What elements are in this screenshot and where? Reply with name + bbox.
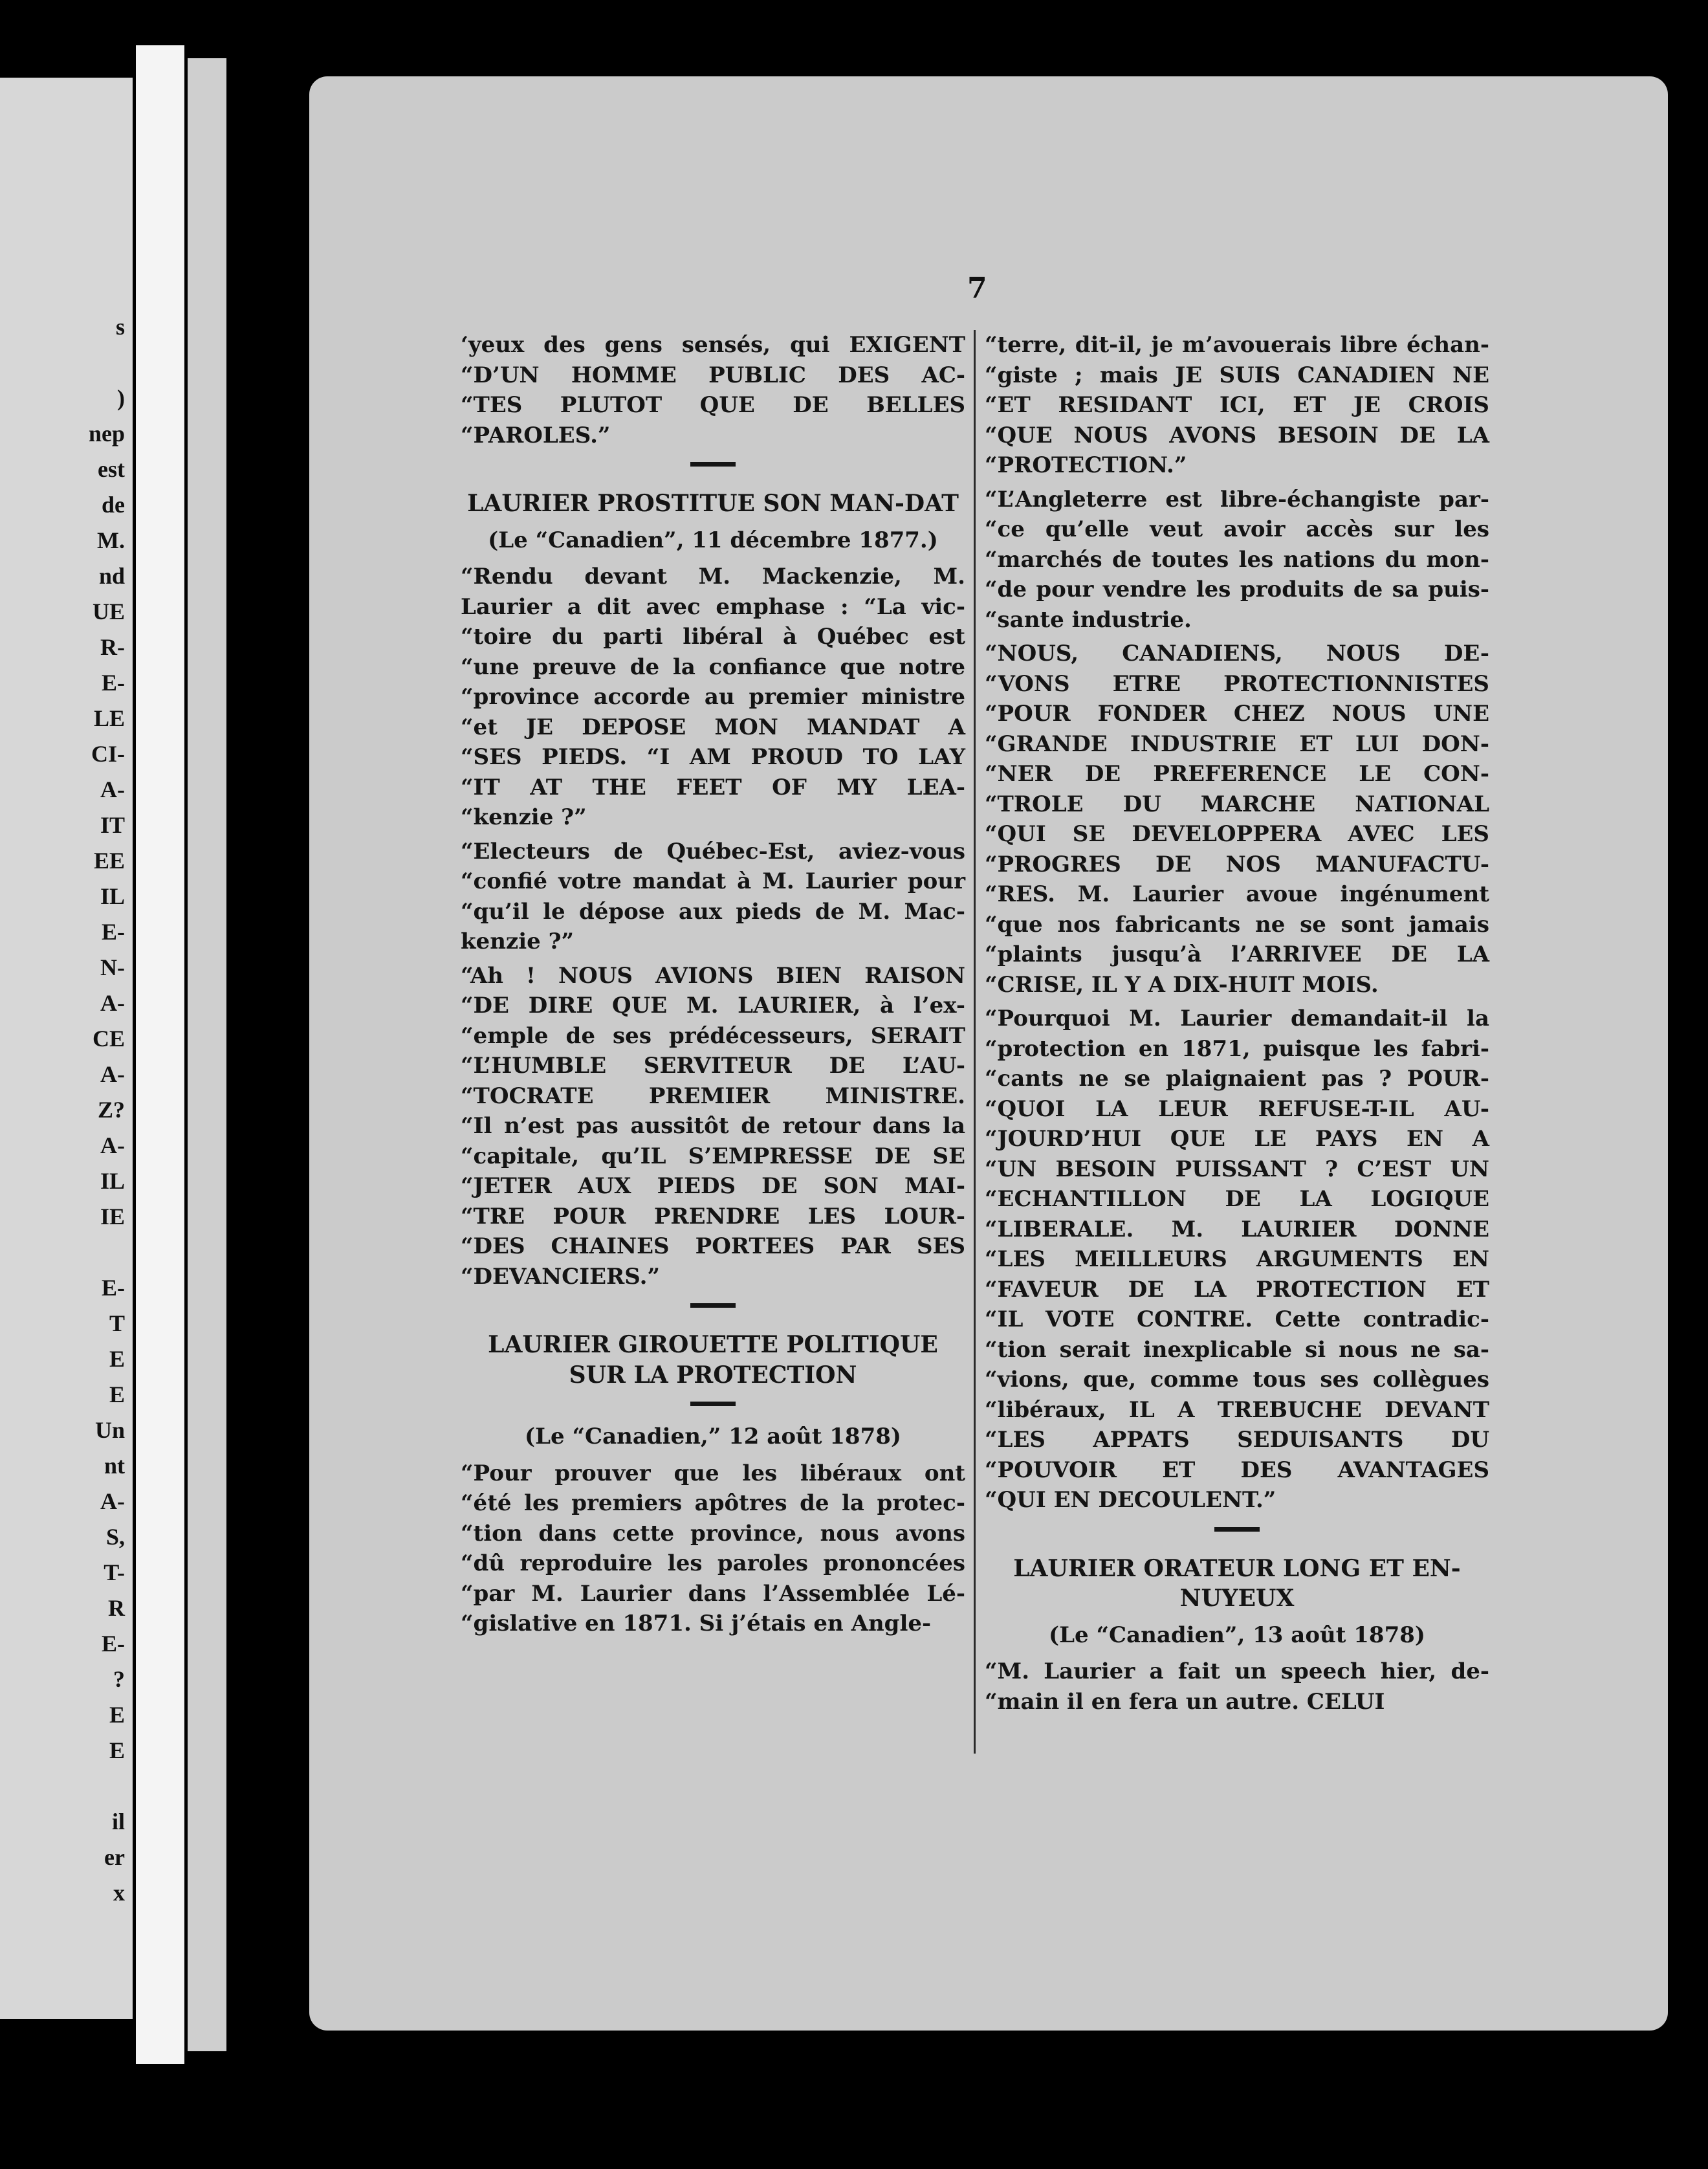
text-line: “marchés de toutes les nations du mon- bbox=[985, 546, 1489, 573]
margin-fragment: IL bbox=[100, 1168, 125, 1194]
margin-fragment: UE bbox=[92, 599, 125, 624]
margin-fragment: CI- bbox=[91, 741, 125, 767]
text-line: “NER DE PREFERENCE LE CON- bbox=[985, 761, 1489, 787]
paragraph bbox=[985, 1657, 1489, 1717]
text-line: “LES MEILLEURS ARGUMENTS EN bbox=[985, 1246, 1489, 1272]
paragraph bbox=[461, 1459, 965, 1639]
margin-fragment: nd bbox=[98, 563, 125, 589]
section-heading: LAURIER ORATEUR LONG ET EN-NUYEUX bbox=[1013, 1554, 1461, 1612]
margin-fragment: ? bbox=[113, 1666, 125, 1692]
section-heading: LAURIER PROSTITUE SON MAN-DAT bbox=[467, 490, 959, 517]
text-line: “TES PLUTOT QUE DE BELLES bbox=[461, 392, 965, 418]
margin-fragment: S, bbox=[105, 1524, 125, 1550]
text-line: “RES. M. Laurier avoue ingénument bbox=[985, 881, 1489, 907]
margin-fragment: Un bbox=[94, 1417, 125, 1443]
column-divider bbox=[974, 330, 976, 1754]
margin-fragment: s bbox=[115, 314, 125, 340]
text-line: “POUR FONDER CHEZ NOUS UNE bbox=[985, 701, 1489, 727]
margin-fragment: E- bbox=[102, 1275, 125, 1301]
text-line: “PROTECTION.” bbox=[985, 452, 1187, 478]
margin-fragment: E bbox=[109, 1346, 125, 1372]
text-line: “qu’il le dépose aux pieds de M. Mac- bbox=[461, 898, 965, 925]
page-number: 7 bbox=[967, 272, 987, 305]
text-line: “ECHANTILLON DE LA LOGIQUE bbox=[985, 1186, 1489, 1212]
text-line: “par M. Laurier dans l’Assemblée Lé- bbox=[461, 1580, 965, 1607]
section-dash bbox=[690, 1402, 736, 1406]
text-line: “tion serait inexplicable si nous ne sa- bbox=[985, 1336, 1489, 1363]
text-line: “CRISE, IL Y A DIX-HUIT MOIS. bbox=[985, 971, 1379, 998]
text-line: “GRANDE INDUSTRIE ET LUI DON- bbox=[985, 731, 1489, 757]
text-line: “ce qu’elle veut avoir accès sur les bbox=[985, 516, 1489, 542]
text-line: “Il n’est pas aussitôt de retour dans la bbox=[461, 1113, 965, 1139]
text-line: “protection en 1871, puisque les fabri- bbox=[985, 1035, 1489, 1062]
text-line: “IL VOTE CONTRE. Cette contradic- bbox=[985, 1306, 1489, 1332]
text-line: “une preuve de la confiance que notre bbox=[461, 654, 965, 680]
text-line: “tion dans cette province, nous avons bbox=[461, 1520, 965, 1547]
text-line: “Ah ! NOUS AVIONS BIEN RAISON bbox=[461, 962, 965, 989]
margin-fragment: E bbox=[109, 1737, 125, 1763]
margin-fragment: CE bbox=[92, 1026, 125, 1051]
text-line: “QUOI LA LEUR REFUSE-T-IL AU- bbox=[985, 1096, 1489, 1122]
margin-fragment: E- bbox=[102, 670, 125, 696]
paragraph bbox=[461, 330, 965, 450]
text-line: “plaints jusqu’à l’ARRIVEE DE LA bbox=[985, 941, 1489, 967]
margin-fragment: de bbox=[102, 492, 125, 518]
margin-fragment: Z? bbox=[97, 1097, 125, 1123]
text-line: “TROLE DU MARCHE NATIONAL bbox=[985, 791, 1489, 817]
paragraph bbox=[985, 1004, 1489, 1515]
text-line: “L’Angleterre est libre-échangiste par- bbox=[985, 486, 1489, 512]
margin-fragment: E bbox=[109, 1382, 125, 1407]
margin-fragment: A- bbox=[100, 990, 125, 1016]
paragraph bbox=[985, 639, 1489, 1000]
paragraph bbox=[461, 837, 965, 957]
text-line: “TRE POUR PRENDRE LES LOUR- bbox=[461, 1203, 965, 1229]
section-dash bbox=[1214, 1527, 1260, 1532]
text-line: “DEVANCIERS.” bbox=[461, 1263, 661, 1290]
margin-fragment: R bbox=[108, 1595, 125, 1621]
paragraph bbox=[461, 961, 965, 1292]
text-line: “LIBERALE. M. LAURIER DONNE bbox=[985, 1216, 1489, 1242]
text-line: “cants ne se plaignaient pas ? POUR- bbox=[985, 1066, 1489, 1092]
text-line: “giste ; mais JE SUIS CANADIEN NE bbox=[985, 362, 1489, 388]
margin-fragment: N- bbox=[100, 954, 125, 980]
book-binding-edge bbox=[136, 45, 184, 2064]
paragraph bbox=[985, 330, 1489, 481]
margin-fragment: A- bbox=[100, 1061, 125, 1087]
text-line: “NOUS, CANADIENS, NOUS DE- bbox=[985, 641, 1489, 666]
book-gutter-shadow bbox=[188, 58, 226, 2051]
text-line: “QUE NOUS AVONS BESOIN DE LA bbox=[985, 422, 1489, 448]
section-dash bbox=[690, 1303, 736, 1308]
margin-fragment: IL bbox=[100, 883, 125, 909]
margin-fragment: er bbox=[104, 1844, 125, 1870]
text-line: “FAVEUR DE LA PROTECTION ET bbox=[985, 1276, 1489, 1303]
text-line: “confié votre mandat à M. Laurier pour bbox=[461, 868, 965, 894]
left-text-column bbox=[461, 330, 965, 1643]
section-dash bbox=[690, 462, 736, 467]
text-line: “Electeurs de Québec-Est, aviez-vous bbox=[461, 838, 965, 864]
source-citation: (Le “Canadien”, 13 août 1878) bbox=[1049, 1622, 1425, 1648]
text-line: “QUI EN DECOULENT.” bbox=[985, 1487, 1276, 1513]
text-line: “Pourquoi M. Laurier demandait-il la bbox=[985, 1006, 1489, 1031]
text-line: Laurier a dit avec emphase : “La vic- bbox=[461, 593, 965, 620]
margin-fragment: nt bbox=[104, 1453, 125, 1479]
margin-fragment: A- bbox=[100, 776, 125, 802]
text-line: “JETER AUX PIEDS DE SON MAI- bbox=[461, 1173, 965, 1199]
text-line: “de pour vendre les produits de sa puis- bbox=[985, 577, 1489, 602]
margin-fragment: E- bbox=[102, 919, 125, 945]
text-line: “POUVOIR ET DES AVANTAGES bbox=[985, 1457, 1489, 1483]
text-line: ‘yeux des gens sensés, qui EXIGENT bbox=[461, 332, 965, 358]
margin-fragment: A- bbox=[100, 1132, 125, 1158]
right-text-column bbox=[985, 330, 1489, 1721]
margin-fragment: E- bbox=[102, 1631, 125, 1657]
margin-fragment: R- bbox=[100, 634, 125, 660]
margin-fragment: est bbox=[98, 456, 125, 482]
text-line: “emple de ses prédécesseurs, SERAIT bbox=[461, 1022, 965, 1049]
margin-fragment: A- bbox=[100, 1488, 125, 1514]
text-line: “SES PIEDS. “I AM PROUD TO LAY bbox=[461, 744, 965, 770]
text-line: “libéraux, IL A TREBUCHE DEVANT bbox=[985, 1396, 1489, 1423]
text-line: “Pour prouver que les libéraux ont bbox=[461, 1460, 965, 1486]
text-line: “IT AT THE FEET OF MY LEA- bbox=[461, 774, 965, 800]
text-line: “sante industrie. bbox=[985, 606, 1192, 633]
text-line: “PROGRES DE NOS MANUFACTU- bbox=[985, 851, 1489, 877]
text-line: “et JE DEPOSE MON MANDAT A bbox=[461, 714, 965, 740]
text-line: “M. Laurier a fait un speech hier, de- bbox=[985, 1658, 1489, 1684]
text-line: “province accorde au premier ministre bbox=[461, 684, 965, 710]
source-citation: (Le “Canadien”, 11 décembre 1877.) bbox=[488, 527, 938, 553]
text-line: “D’UN HOMME PUBLIC DES AC- bbox=[461, 362, 965, 388]
text-line: “main il en fera un autre. CELUI bbox=[985, 1688, 1385, 1715]
margin-fragment: T bbox=[109, 1310, 125, 1336]
margin-fragment: IE bbox=[100, 1204, 125, 1229]
text-line: “JOURD’HUI QUE LE PAYS EN A bbox=[985, 1126, 1489, 1152]
text-line: “UN BESOIN PUISSANT ? C’EST UN bbox=[985, 1156, 1489, 1182]
text-line: “TOCRATE PREMIER MINISTRE. bbox=[461, 1083, 965, 1109]
margin-fragment: IT bbox=[100, 812, 125, 838]
text-line: “QUI SE DEVELOPPERA AVEC LES bbox=[985, 821, 1489, 847]
margin-fragment: x bbox=[113, 1880, 125, 1906]
text-line: “été les premiers apôtres de la protec- bbox=[461, 1490, 965, 1516]
section-heading: LAURIER GIROUETTE POLITIQUE SUR LA PROTECTION bbox=[488, 1331, 938, 1389]
text-line: “PAROLES.” bbox=[461, 422, 611, 448]
margin-fragment: il bbox=[111, 1809, 125, 1834]
text-line: “kenzie ?” bbox=[461, 804, 587, 830]
text-line: “LES APPATS SEDUISANTS DU bbox=[985, 1427, 1489, 1453]
source-citation: (Le “Canadien,” 12 août 1878) bbox=[525, 1424, 901, 1449]
margin-fragment: M. bbox=[97, 527, 125, 553]
margin-fragment: ) bbox=[117, 385, 125, 411]
text-line: “que nos fabricants ne se sont jamais bbox=[985, 911, 1489, 938]
text-line: “DES CHAINES PORTEES PAR SES bbox=[461, 1233, 965, 1259]
text-line: “VONS ETRE PROTECTIONNISTES bbox=[985, 670, 1489, 697]
text-line: “dû reproduire les paroles prononcées bbox=[461, 1550, 965, 1576]
margin-fragment: LE bbox=[93, 705, 125, 731]
margin-fragment: EE bbox=[93, 848, 125, 874]
text-line: “DE DIRE QUE M. LAURIER, à l’ex- bbox=[461, 993, 965, 1018]
text-line: “ET RESIDANT ICI, ET JE CROIS bbox=[985, 392, 1489, 418]
text-line: kenzie ?” bbox=[461, 929, 575, 954]
text-line: “Rendu devant M. Mackenzie, M. bbox=[461, 564, 965, 589]
paragraph bbox=[985, 485, 1489, 635]
margin-fragment: T- bbox=[104, 1559, 125, 1585]
text-line: “capitale, qu’IL S’EMPRESSE DE SE bbox=[461, 1143, 965, 1169]
text-line: “terre, dit-il, je m’avouerais libre échan- bbox=[985, 332, 1489, 358]
paragraph bbox=[461, 562, 965, 833]
margin-fragment: nep bbox=[88, 421, 125, 446]
previous-page-edge bbox=[0, 78, 133, 2019]
text-line: “toire du parti libéral à Québec est bbox=[461, 624, 965, 650]
margin-fragment: E bbox=[109, 1702, 125, 1728]
text-line: “gislative en 1871. Si j’étais en Angle- bbox=[461, 1611, 932, 1636]
text-line: “L’HUMBLE SERVITEUR DE L’AU- bbox=[461, 1053, 965, 1079]
text-line: “vions, que, comme tous ses collègues bbox=[985, 1367, 1489, 1393]
